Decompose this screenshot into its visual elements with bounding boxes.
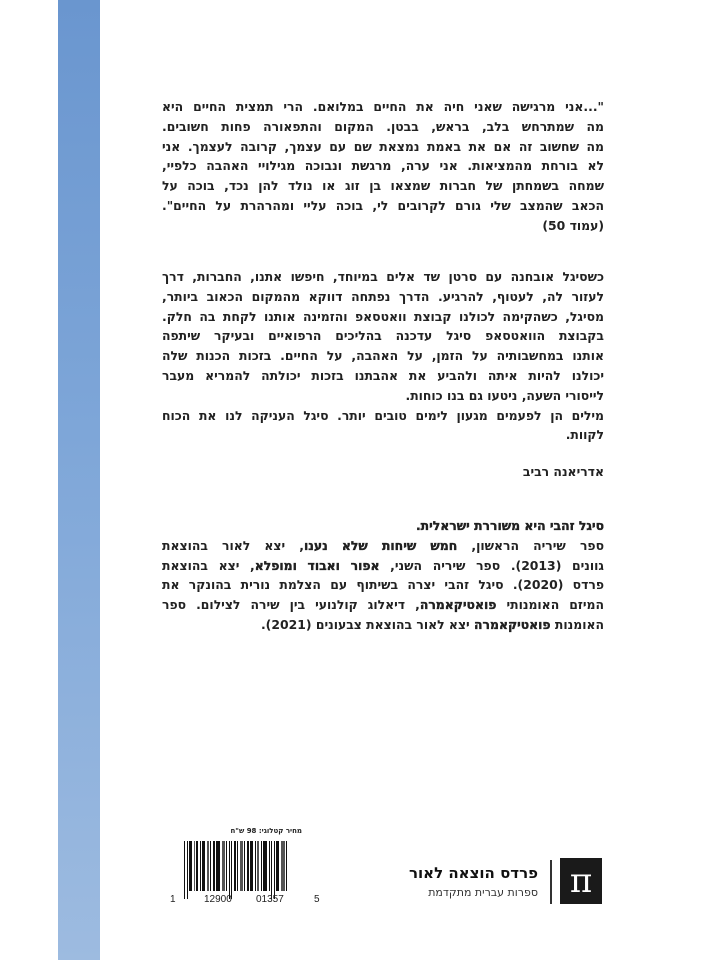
publisher-block: [392, 858, 602, 908]
page-reference: (עמוד 50): [542, 217, 604, 233]
barcode-group-1: 12900: [204, 894, 232, 905]
review-line: כשסיגל אובחנה עם סרטן שד אלים במיוחד, חיפשו אתנו, החברות, דרך: [162, 269, 604, 284]
barcode-group-2: 01357: [256, 894, 284, 905]
project-title: פואטיקאמרה: [419, 597, 497, 613]
price-label: מחיר קטלוגי: 98 ש"ח: [230, 827, 302, 835]
publisher-tagline: ספרות עברית מתקדמת: [428, 886, 538, 899]
pi-logo-icon: π: [560, 858, 602, 904]
review-line: בקבוצת הוואטסאפ סיגל עדכנה בהליכים הרפואיים ובעיקר שיתפה: [162, 328, 604, 344]
publisher-divider: [550, 860, 552, 904]
bio-line: [162, 595, 604, 615]
quote-line: "...אני מרגישה שאני חיה את החיים במלואם. הרי תמצית החיים היא: [162, 99, 604, 114]
signature-name: אדריאנה רביב: [522, 464, 604, 479]
bio-line: [162, 556, 604, 576]
barcode-digit-left: 1: [170, 894, 176, 905]
bio-text: יצא לאור בהוצאת צבעונים (2021).: [260, 616, 475, 632]
review-line: יכולנו להיות איתה ולהביע את אהבתנו בזכות יכולתה להמריא מעבר: [162, 367, 604, 383]
review-signature: [162, 462, 604, 482]
barcode: [170, 827, 320, 907]
bio-text: המיזם האומנותי: [496, 597, 604, 613]
bio-text: , דיאלוג קולנועי בין שירה לצילום. ספר: [162, 597, 420, 613]
bio-text: , יצא בהוצאת: [162, 557, 255, 573]
publisher-name: פרדס הוצאה לאור: [408, 864, 538, 882]
bio-title: סיגל זהבי היא משוררת ישראלית.: [415, 518, 604, 533]
quote-paragraph: [162, 97, 604, 236]
quote-line: שמחה בשמחתן של חברות שמצאו בן זוג או נולד להן נכד, בוכה על: [162, 178, 604, 194]
book-title: חמש שיחות שלא נענו: [304, 537, 458, 553]
bio-text: ספר שיריה הראשון,: [457, 537, 604, 553]
bio-text: , יצא לאור בהוצאת: [162, 537, 305, 553]
quote-line: מה שמתרחש בלב, בראש, בבטן. המקום והתפאורה פחות חשובים.: [162, 118, 604, 134]
quote-line: מה שחשוב זה אם את באמת נמצאת שם עם עצמך, קרובה לעצמך. אני: [162, 138, 604, 154]
review-line: אותנו במחשבותיה על הזמן, על האהבה, על החיים. בזכות הכנות שלה: [162, 348, 604, 364]
blue-spine-strip: [58, 0, 100, 960]
barcode-bars: [184, 841, 308, 895]
review-line: לעזור לה, לעטוף, להרגיע. הדרך נפתחה דווקא מהמקום הכאוב ביותר,: [162, 288, 604, 304]
book-title: אפור ואבוד ומופלא: [254, 557, 380, 573]
book-title: פואטיקאמרה: [474, 616, 551, 632]
barcode-digit-right: 5: [314, 894, 320, 905]
quote-line: לא בורחת מהמציאות. אני ערה, מרגשת ונבוכה מגילויי האהבה כלפיי,: [162, 158, 604, 174]
bio-line: [162, 615, 604, 635]
review-line: לקוות.: [565, 427, 604, 443]
review-line: מסיגל, כשהקימה לכולנו קבוצת וואטסאפ והזמינה אותנו לקחת בה חלק.: [162, 308, 604, 324]
review-line: מילים הן לפעמים מגעון לימים טובים יותר. סיגל העניקה לנו את הכוח: [162, 407, 604, 423]
bio-text: האומנות: [550, 616, 604, 632]
quote-line: הכאב שהמצב שלי גורם לקרובים לי, בוכה עליי ומהרהרת על החיים".: [162, 197, 604, 213]
bio-text: גוונים (2013). ספר שיריה השני,: [379, 557, 604, 573]
bio-line: [162, 536, 604, 556]
review-line: לייסורי השעה, ניטעו גם בנו כוחות.: [405, 387, 604, 403]
review-paragraph: [162, 267, 604, 445]
author-bio: [162, 516, 604, 635]
bio-line: פרדס (2020). סיגל זהבי יצרה בשיתוף עם הצלמת נורית בהונקר את: [162, 577, 604, 593]
